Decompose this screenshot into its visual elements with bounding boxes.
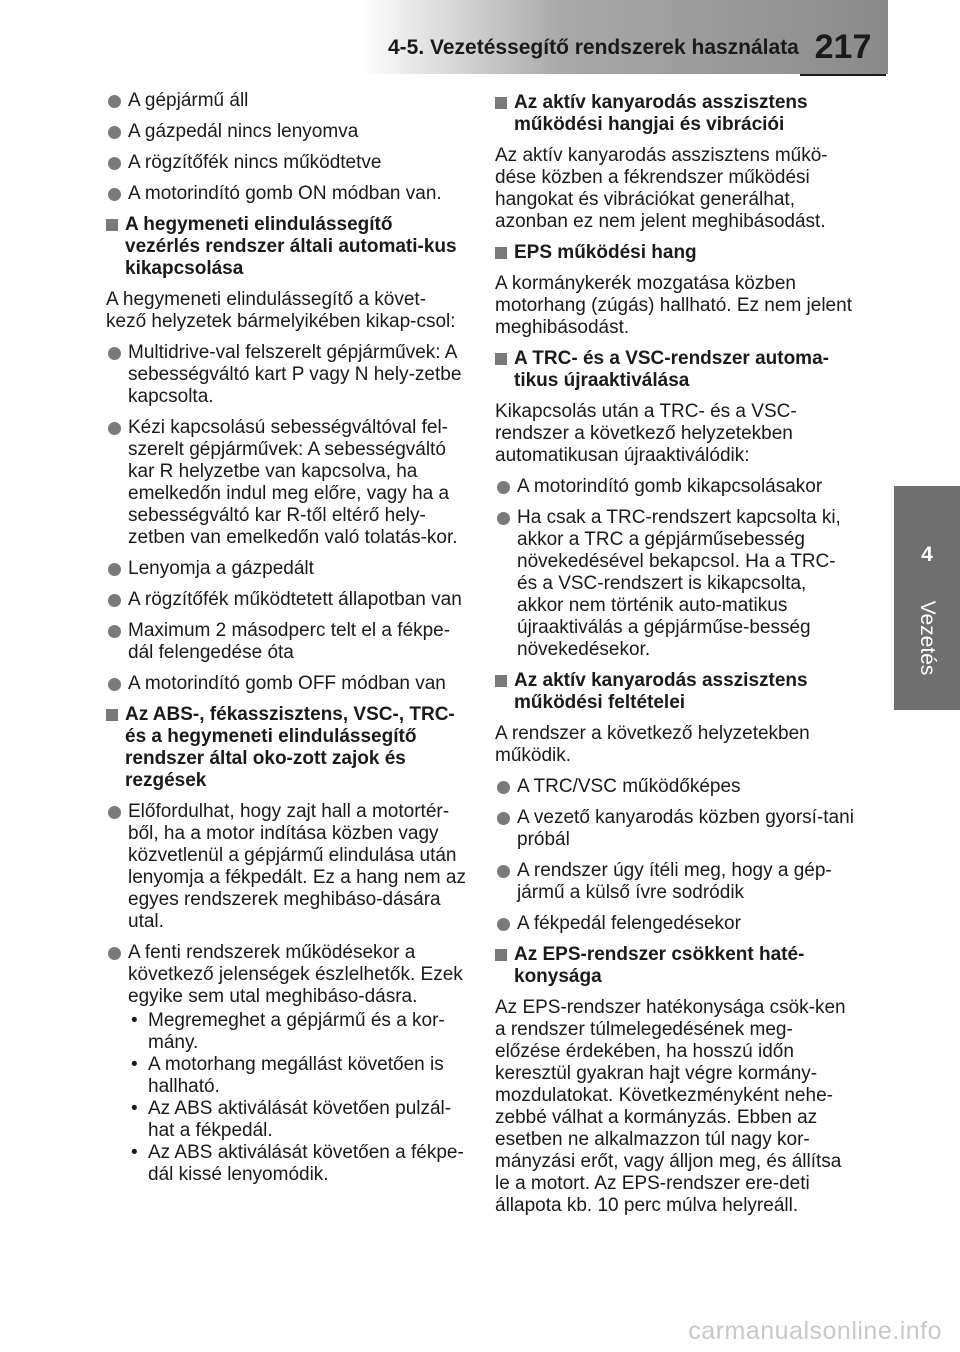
bullet-item <box>106 121 466 143</box>
section-heading <box>495 242 855 264</box>
paragraph <box>495 145 855 233</box>
bullet-item <box>495 476 855 498</box>
bullet-item <box>106 152 466 174</box>
para-text: Kikapcsolás után a TRC- és a VSC-rendszer a következő helyzetekben automatikusan újraaktiválódik: <box>495 401 797 466</box>
section-heading <box>495 92 855 136</box>
bullet-item <box>495 776 855 798</box>
chapter-label: Vezetés <box>916 600 939 676</box>
bullet-item <box>106 342 466 408</box>
bullet-item <box>495 807 855 851</box>
section-title: 4-5. Vezetéssegítő rendszerek használata <box>388 36 799 59</box>
page-number-underline <box>800 74 886 76</box>
heading-text: A hegymeneti elindulássegítő vezérlés rendszer általi automati-kus kikapcsolása <box>125 214 457 279</box>
paragraph <box>495 273 855 339</box>
left-column <box>106 90 466 1195</box>
section-heading <box>495 944 855 988</box>
sub-list-item: • A motorhang megállást követően is hallható. <box>128 1054 466 1098</box>
para-text: Az aktív kanyarodás asszisztens műkö-dése közben a fékrendszer működési hangokat és vibrációkat generálhat, azonban ez nem jelent meghibásodást. <box>495 145 828 232</box>
chapter-tab[interactable] <box>894 486 960 710</box>
heading-text: EPS működési hang <box>514 242 697 263</box>
bullet-text: Ha csak a TRC-rendszert kapcsolta ki, akkor a TRC a gépjárműsebesség növekedésével bekapcsol. Ha a TRC- és a VSC-rendszert is kikapcsolta, akkor nem történik auto-matikus újraaktiválás a gépjárműse-besség növekedésekor. <box>517 507 841 660</box>
bullet-text: A gázpedál nincs lenyomva <box>128 121 359 142</box>
watermark: carmanualsonline.info <box>688 1317 942 1345</box>
sub-list <box>128 1010 466 1186</box>
para-text: A rendszer a következő helyzetekben működik. <box>495 723 810 766</box>
heading-text: Az aktív kanyarodás asszisztens működési hangjai és vibrációi <box>514 92 808 135</box>
bullet-text: A rögzítőfék nincs működtetve <box>128 152 382 173</box>
paragraph <box>495 723 855 767</box>
page-number: 217 <box>814 28 872 66</box>
bullet-item <box>106 90 466 112</box>
paragraph <box>495 401 855 467</box>
bullet-text: A fékpedál felengedésekor <box>517 913 741 934</box>
bullet-item <box>106 558 466 580</box>
bullet-text: Előfordulhat, hogy zajt hall a motortér-ből, ha a motor indítása közben vagy közvetlenül a gépjármű elindulása után lenyomja a fékpedált. Ez a hang nem az egyes rendszerek meghibáso-dására utal. <box>128 801 466 932</box>
bullet-text: A vezető kanyarodás közben gyorsí-tani próbál <box>517 807 854 850</box>
bullet-text: Multidrive-val felszerelt gépjárművek: A sebességváltó kart P vagy N hely-zetbe kapcsolta. <box>128 342 462 407</box>
section-heading <box>106 704 466 792</box>
bullet-item <box>106 673 466 695</box>
sub-list-item: • Megremeghet a gépjármű és a kor-mány. <box>128 1010 466 1054</box>
para-text: A kormánykerék mozgatása közben motorhang (zúgás) hallható. Ez nem jelent meghibásodást. <box>495 273 852 338</box>
bullet-text: Maximum 2 másodperc telt el a fékpe-dál felengedése óta <box>128 620 451 663</box>
bullet-item <box>106 417 466 549</box>
paragraph <box>106 289 466 333</box>
bullet-item <box>106 183 466 205</box>
bullet-item <box>495 860 855 904</box>
section-heading <box>106 214 466 280</box>
bullet-text: Kézi kapcsolású sebességváltóval fel-szerelt gépjárművek: A sebességváltó kar R helyzetbe van kapcsolva, ha emelkedőn indul meg előre, vagy ha a sebességváltó kar R-től eltérő hely-zetben van emelkedőn való tolatás-kor. <box>128 417 458 548</box>
bullet-text: A TRC/VSC működőképes <box>517 776 741 797</box>
para-text: Az EPS-rendszer hatékonysága csök-ken a rendszer túlmelegedésének meg-előzése érdekében, ha hosszú időn keresztül gyakran hajt végre kormány-mozdulatokat. Következményként nehe-zebbé válhat a kormányzás. Ebben az esetben ne alkalmazzon túl nagy kor-mányzási erőt, vagy álljon meg, és állítsa le a motort. Az EPS-rendszer ere-deti állapota kb. 10 perc múlva helyreáll. <box>495 997 846 1216</box>
section-heading <box>495 348 855 392</box>
bullet-text: A motorindító gomb kikapcsolásakor <box>517 476 823 497</box>
bullet-text: A gépjármű áll <box>128 90 249 111</box>
bullet-item <box>106 620 466 664</box>
bullet-text: A fenti rendszerek működésekor a következő jelenségek észlelhetők. Ezek egyike sem utal meghibáso-dásra. <box>128 942 463 1007</box>
bullet-item <box>106 589 466 611</box>
heading-text: A TRC- és a VSC-rendszer automa-tikus újraaktiválása <box>514 348 829 391</box>
bullet-text: A motorindító gomb ON módban van. <box>128 183 442 204</box>
bullet-item <box>106 801 466 933</box>
para-text: A hegymeneti elindulássegítő a követ-kező helyzetek bármelyikében kikap-csol: <box>106 289 456 332</box>
bullet-text: A rendszer úgy ítéli meg, hogy a gép-jármű a külső ívre sodródik <box>517 860 832 903</box>
sub-list-item: • Az ABS aktiválását követően pulzál-hat a fékpedál. <box>128 1098 466 1142</box>
paragraph <box>495 997 855 1217</box>
heading-text: Az ABS-, fékasszisztens, VSC-, TRC- és a hegymeneti elindulássegítő rendszer által oko-zott zajok és rezgések <box>125 704 455 791</box>
sub-list-item: • Az ABS aktiválását követően a fékpe-dál kissé lenyomódik. <box>128 1142 466 1186</box>
bullet-item <box>106 942 466 1186</box>
bullet-text: A motorindító gomb OFF módban van <box>128 673 446 694</box>
chapter-number: 4 <box>921 543 933 566</box>
heading-text: Az aktív kanyarodás asszisztens működési feltételei <box>514 670 808 713</box>
section-heading <box>495 670 855 714</box>
bullet-text: A rögzítőfék működtetett állapotban van <box>128 589 462 610</box>
bullet-item <box>495 913 855 935</box>
right-column <box>495 90 855 1226</box>
bullet-text: Lenyomja a gázpedált <box>128 558 314 579</box>
bullet-item <box>495 507 855 661</box>
heading-text: Az EPS-rendszer csökkent haté-konysága <box>514 944 805 987</box>
